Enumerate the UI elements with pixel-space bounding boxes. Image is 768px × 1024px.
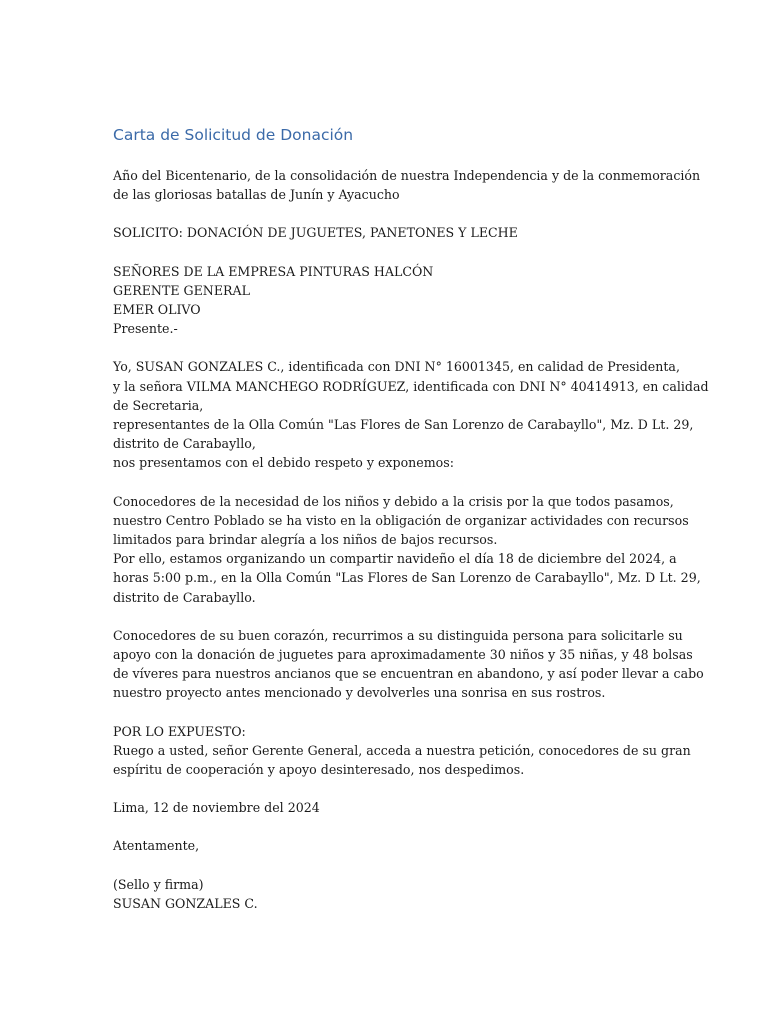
text-line: SOLICITO: DONACIÓN DE JUGUETES, PANETONES Y LECHE (113, 225, 518, 241)
text-line: distrito de Carabayllo, (113, 436, 256, 452)
document-page (113, 124, 709, 932)
document-title: Carta de Solicitud de Donación (113, 126, 354, 144)
text-line: espíritu de cooperación y apoyo desinteresado, nos despedimos. (113, 762, 525, 778)
request-paragraph (113, 626, 704, 703)
text-line: Conocedores de la necesidad de los niños y debido a la crisis por la que todos pasamos, (113, 493, 674, 509)
text-line: distrito de Carabayllo. (113, 589, 256, 605)
text-line: POR LO EXPUESTO: (113, 723, 246, 739)
text-line: limitados para brindar alegría a los niños de bajos recursos. (113, 532, 498, 548)
text-line: Atentamente, (113, 838, 200, 854)
text-line: horas 5:00 p.m., en la Olla Común "Las Flores de San Lorenzo de Carabayllo", Mz. D Lt. 29, (113, 570, 701, 586)
text-line: apoyo con la donación de juguetes para aproximadamente 30 niños y 35 niñas, y 48 bolsas (113, 647, 693, 663)
text-line: Por ello, estamos organizando un compartir navideño el día 18 de diciembre del 2024, a (113, 551, 677, 567)
closing-request-paragraph (113, 722, 691, 780)
introduction-paragraph (113, 357, 709, 472)
text-line: representantes de la Olla Común "Las Flores de San Lorenzo de Carabayllo", Mz. D Lt. 29, (113, 417, 694, 433)
text-line: EMER OLIVO (113, 302, 201, 318)
text-line: Conocedores de su buen corazón, recurrimos a su distinguida persona para solicitarle su (113, 627, 683, 643)
text-line: y la señora VILMA MANCHEGO RODRÍGUEZ, identificada con DNI N° 40414913, en calidad (113, 378, 709, 394)
subject-line (113, 223, 658, 242)
text-line: Yo, SUSAN GONZALES C., identificada con DNI N° 16001345, en calidad de Presidenta, (113, 359, 680, 375)
text-line: de víveres para nuestros ancianos que se encuentran en abandono, y así poder llevar a cabo (113, 666, 704, 682)
text-line: Ruego a usted, señor Gerente General, acceda a nuestra petición, conocedores de su gran (113, 742, 691, 758)
text-line: nuestro proyecto antes mencionado y devolverles una sonrisa en sus rostros. (113, 685, 606, 701)
letter-body (113, 166, 709, 913)
text-line: nuestro Centro Poblado se ha visto en la obligación de organizar actividades con recursos (113, 512, 689, 528)
header-paragraph (113, 166, 701, 204)
text-line: Año del Bicentenario, de la consolidación de nuestra Independencia y de la conmemoración (113, 168, 701, 183)
text-line: GERENTE GENERAL (113, 282, 250, 298)
salutation-line (113, 836, 658, 855)
text-line: Lima, 12 de noviembre del 2024 (113, 800, 320, 816)
text-line: SUSAN GONZALES C. (113, 895, 258, 911)
addressee-block (113, 262, 658, 339)
text-line: (Sello y firma) (113, 876, 204, 892)
text-line: Presente.- (113, 321, 178, 337)
text-line: SEÑORES DE LA EMPRESA PINTURAS HALCÓN (113, 263, 434, 279)
text-line: de las gloriosas batallas de Junín y Ayacucho (113, 187, 400, 203)
text-line: de Secretaria, (113, 397, 204, 413)
date-line (113, 798, 658, 817)
text-line: nos presentamos con el debido respeto y exponemos: (113, 455, 454, 471)
context-paragraph (113, 492, 701, 607)
signature-block (113, 875, 658, 913)
